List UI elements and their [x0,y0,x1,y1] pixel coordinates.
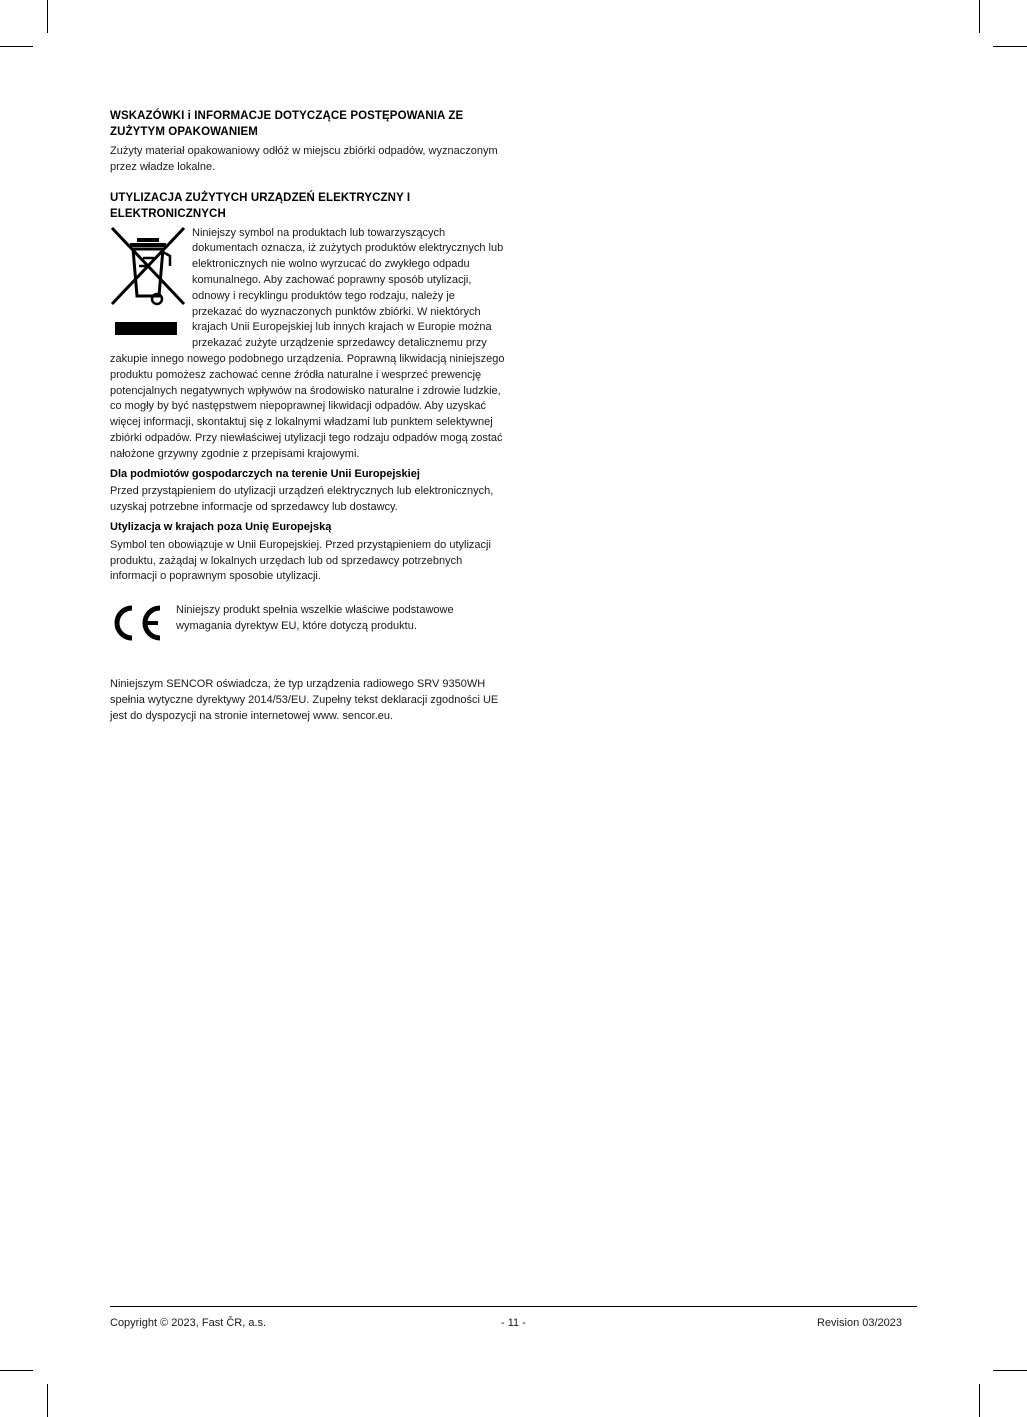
crop-mark [0,1370,33,1371]
crop-mark [993,1370,1027,1371]
weee-section [110,226,505,463]
packaging-heading: WSKAZÓWKI i INFORMACJE DOTYCZĄCE POSTĘPOWANIA ZE ZUŻYTYM OPAKOWANIEM [110,110,464,138]
crop-mark [47,1384,48,1417]
crossed-out-wheelie-bin-icon [110,226,186,338]
crop-mark [47,0,48,33]
crop-mark [0,46,33,47]
packaging-text: Zużyty materiał opakowaniowy odłóż w miejscu zbiórki odpadów, wyznaczonym przez władze lokalne. [110,145,498,173]
crop-mark [979,0,980,33]
ce-section [110,603,505,643]
footer-page-number: - 11 - [501,1317,526,1329]
weee-heading: UTYLIZACJA ZUŻYTYCH URZĄDZEŃ ELEKTRYCZNY I ELEKTRONICZNYCH [110,191,411,220]
non-eu-heading: Utylizacja w krajach poza Unię Europejską [110,520,332,533]
page-content [110,108,505,725]
crop-mark [979,1384,980,1417]
weee-underline-bar [115,322,177,335]
footer-revision: Revision 03/2023 [817,1317,903,1329]
footer-divider [110,1306,917,1307]
crop-mark [993,46,1027,47]
ce-mark-icon [110,603,166,643]
ce-text: Niniejszy produkt spełnia wszelkie właściwe podstawowe wymagania dyrektyw EU, które dotyczą produktu. [176,604,454,632]
eu-business-text: Przed przystąpieniem do utylizacji urządzeń elektrycznych lub elektronicznych, uzyskaj potrzebne informacje od sprzedawcy lub dostawcy. [110,485,494,514]
declaration-text: Niniejszym SENCOR oświadcza, że typ urządzenia radiowego SRV 9350WH spełnia wytyczne dyrektywy 2014/53/EU. Zupełny tekst deklaracji zgodności UE jest do dyspozycji na stronie internetowej www. sencor.eu. [110,678,499,722]
weee-text: Niniejszy symbol na produktach lub towarzyszących dokumentach oznacza, iż zużytych produktów elektrycznych lub elektronicznych nie wolno wyrzucać do zwykłego odpadu komunalnego. Aby zachować poprawny sposób utylizacji, odnowy i recyklingu produktów tego rodzaju, należy je przekazać do wyznaczonych punktów zbiórki. W niektórych krajach Unii Europejskiej lub innych krajach w Europie można przekazać zużyte urządzenie sprzedawcy detalicznemu przy zakupie innego nowego podobnego urządzenia. Poprawną likwidacją niniejszego produktu pomożesz zachować cenne źródła naturalne i wesprzeć prewencję potencjalnych negatywnych wpływów na środowisko naturalne i zdrowie ludzkie, co mogły by być następstwem niepoprawnej likwidacji odpadów. Aby uzyskać więcej informacji, skontaktuj się z lokalnymi władzami lub punktem selektywnej zbiórki odpadów. Przy niewłaściwej utylizacji tego rodzaju odpadów mogą zostać nałożone grzywny zgodnie z przepisami krajowymi. [110,226,505,460]
footer-copyright: Copyright © 2023, Fast ČR, a.s. [110,1317,267,1329]
eu-business-heading: Dla podmiotów gospodarczych na terenie Unii Europejskiej [110,467,420,480]
non-eu-text: Symbol ten obowiązuje w Unii Europejskiej. Przed przystąpieniem do utylizacji produktu, zażądaj w lokalnych urzędach lub od sprzedawcy potrzebnych informacji o poprawnym sposobie utylizacji. [110,538,491,583]
